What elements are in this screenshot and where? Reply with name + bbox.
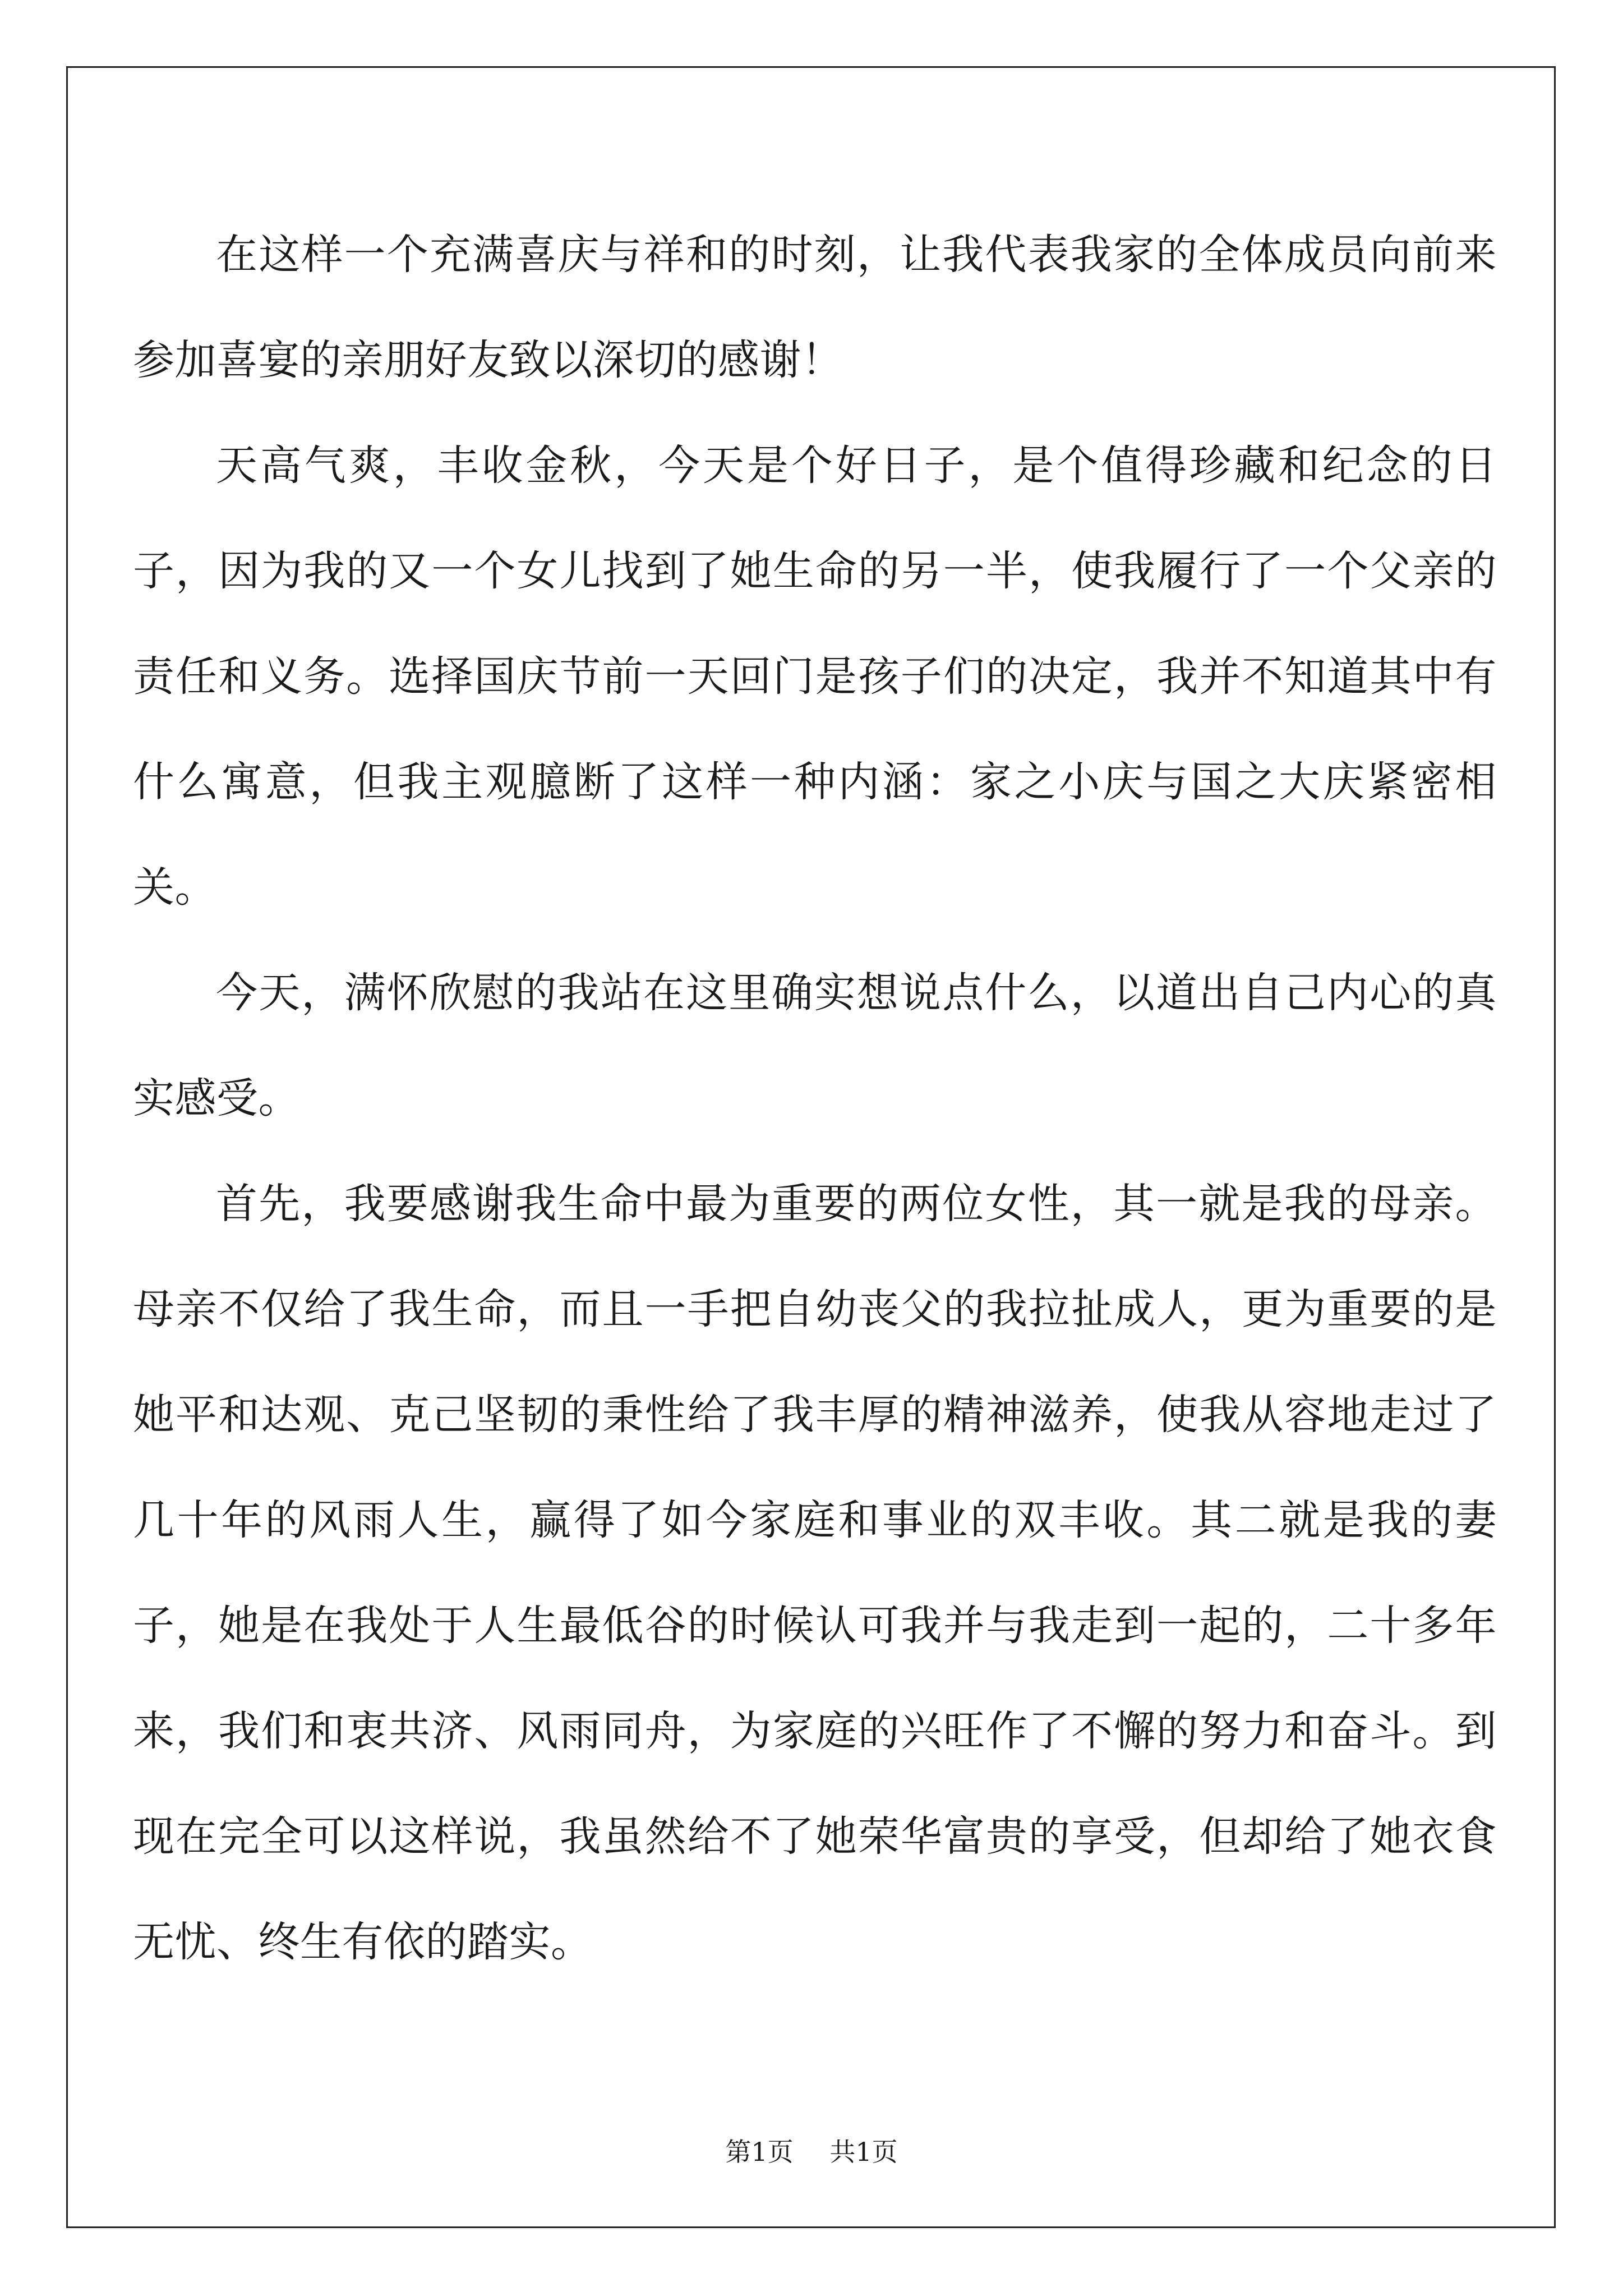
paragraph-1: 在这样一个充满喜庆与祥和的时刻，让我代表我家的全体成员向前来参加喜宴的亲朋好友致以深切的感谢！ bbox=[133, 231, 1497, 384]
paragraph-3: 今天，满怀欣慰的我站在这里确实想说点什么，以道出自己内心的真实感受。 bbox=[133, 969, 1497, 1122]
paragraph-4: 首先，我要感谢我生命中最为重要的两位女性，其一就是我的母亲。母亲不仅给了我生命，而且一手把自幼丧父的我拉扯成人，更为重要的是她平和达观、克己坚韧的秉性给了我丰厚的精神滋养，使我从容地走过了几十年的风雨人生，赢得了如今家庭和事业的双丰收。其二就是我的妻子，她是在我处于人生最低谷的时候认可我并与我走到一起的，二十多年来，我们和衷共济、风雨同舟，为家庭的兴旺作了不懈的努力和奋斗。到现在完全可以这样说，我虽然给不了她荣华富贵的享受，但却给了她衣食无忧、终生有依的踏实。 bbox=[133, 1180, 1497, 1966]
document-body bbox=[133, 202, 1497, 1995]
page-total: 共1页 bbox=[829, 2137, 898, 2167]
page-number: 第1页 bbox=[725, 2137, 794, 2167]
page-footer bbox=[0, 2132, 1623, 2169]
paragraph-2: 天高气爽，丰收金秋，今天是个好日子，是个值得珍藏和纪念的日子，因为我的又一个女儿找到了她生命的另一半，使我履行了一个父亲的责任和义务。选择国庆节前一天回门是孩子们的决定，我并不知道其中有什么寓意，但我主观臆断了这样一种内涵：家之小庆与国之大庆紧密相关。 bbox=[133, 441, 1497, 912]
